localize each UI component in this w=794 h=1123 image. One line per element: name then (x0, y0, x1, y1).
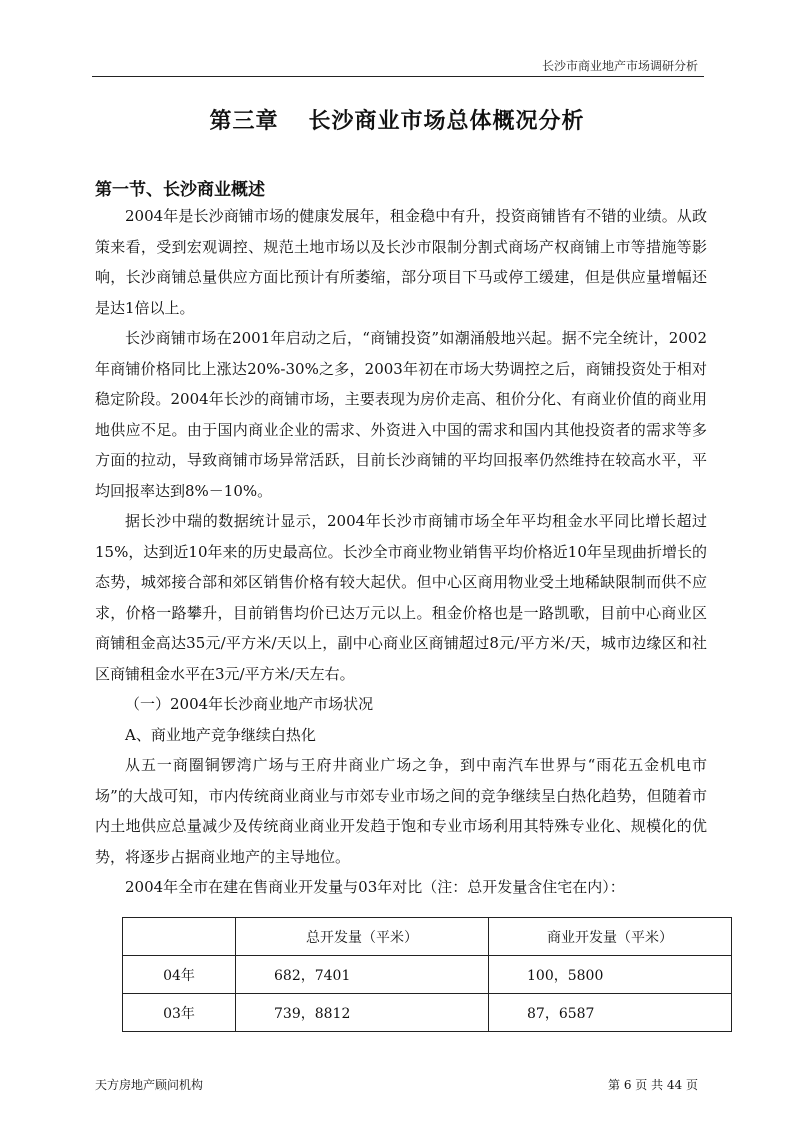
body-block-3 (95, 506, 707, 689)
header-divider (92, 76, 704, 77)
chapter-title (0, 104, 794, 135)
table-cell-year: 04年 (123, 956, 236, 994)
paragraph-2: 长沙商铺市场在2001年启动之后，“商铺投资”如潮涌般地兴起。据不完全统计，2002年商铺价格同比上涨达20%-30%之多，2003年初在市场大势调控之后，商铺投资处于相对稳定阶段。2004年长沙的商铺市场，主要表现为房价走高、租价分化、有商业价值的商业用地供应不足。由于国内商业企业的需求、外资进入中国的需求和国内其他投资者的需求等多方面的拉动，导致商铺市场异常活跃，目前长沙商铺的平均回报率仍然维持在较高水平，平均回报率达到8%－10%。 (95, 329, 707, 500)
table-header-row (123, 918, 732, 956)
chapter-name: 长沙商业市场总体概况分析 (308, 109, 585, 134)
table-header-cell (123, 918, 236, 956)
section-title: 第一节、长沙商业概述 (95, 180, 265, 200)
subsection-item-a: A、商业地产竞争继续白热化 (125, 725, 316, 744)
body-block-1 (95, 201, 707, 323)
paragraph-1: 2004年是长沙商铺市场的健康发展年，租金稳中有升，投资商铺皆有不错的业绩。从政策来看，受到宏观调控、规范土地市场以及长沙市限制分割式商场产权商铺上市等措施等影响，长沙商铺总量供应方面比预计有所萎缩，部分项目下马或停工缓建，但是供应量增幅还是达1倍以上。 (95, 207, 707, 317)
running-header: 长沙市商业地产市场调研分析 (541, 59, 698, 73)
subsection-heading: （一）2004年长沙商业地产市场状况 (125, 695, 374, 713)
development-table (122, 917, 732, 1032)
table-header-cell: 总开发量（平米） (236, 918, 489, 956)
body-block-4 (95, 689, 707, 903)
table-cell-total: 682，7401 (236, 956, 489, 994)
paragraph-4: 从五一商圈铜锣湾广场与王府井商业广场之争，到中南汽车世界与“雨花五金机电市场”的大战可知，市内传统商业商业与市郊专业市场之间的竞争继续呈白热化趋势，但随着市内土地供应总量减少及传统商业商业开发趋于饱和专业市场利用其特殊专业化、规模化的优势，将逐步占据商业地产的主导地位。 (95, 756, 707, 866)
chapter-number: 第三章 (209, 109, 279, 134)
body-block-2 (95, 323, 707, 506)
table-header-cell: 商业开发量（平米） (489, 918, 732, 956)
table-cell-year: 03年 (123, 994, 236, 1032)
paragraph-3: 据长沙中瑞的数据统计显示，2004年长沙市商铺市场全年平均租金水平同比增长超过15%，达到近10年来的历史最高位。长沙全市商业物业销售平均价格近10年呈现曲折增长的态势，城郊接合部和郊区销售价格有较大起伏。但中心区商用物业受土地稀缺限制而供不应求，价格一路攀升，目前销售均价已达万元以上。租金价格也是一路凯歌，目前中心商业区商铺租金高达35元/平方米/天以上，副中心商业区商铺超过8元/平方米/天，城市边缘区和社区商铺租金水平在3元/平方米/天左右。 (95, 512, 707, 683)
table-row (123, 994, 732, 1032)
table-row (123, 956, 732, 994)
table-cell-commercial: 87，6587 (489, 994, 732, 1032)
footer-page-number: 第 6 页 共 44 页 (608, 1078, 698, 1092)
table-cell-total: 739，8812 (236, 994, 489, 1032)
table-cell-commercial: 100，5800 (489, 956, 732, 994)
footer-organization: 天方房地产顾问机构 (95, 1078, 204, 1092)
table-caption: 2004年全市在建在售商业开发量与03年对比（注：总开发量含住宅在内）： (125, 878, 625, 896)
